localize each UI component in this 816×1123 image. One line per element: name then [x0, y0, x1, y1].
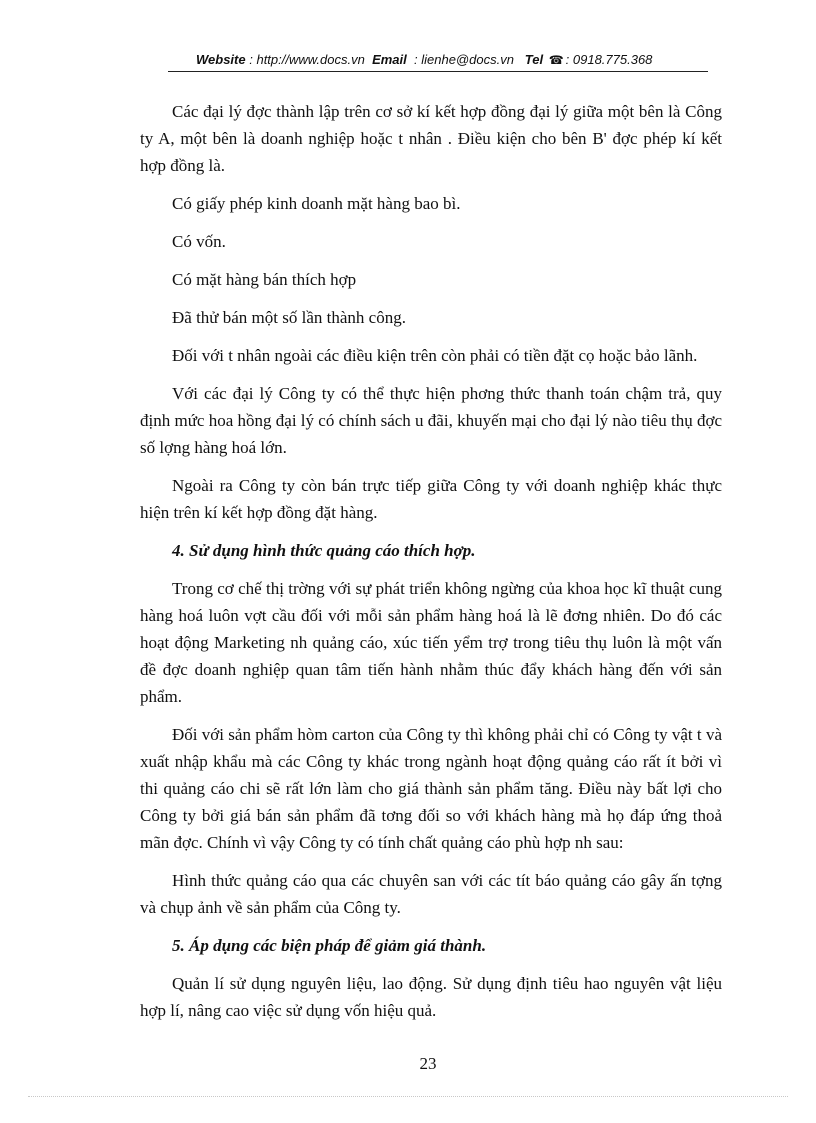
- paragraph-carton: Đối với sản phẩm hòm carton của Công ty thì không phải chỉ có Công ty vật t và xuất nhập khẩu mà các Công ty khác trong ngành hoạt động quảng cáo rất ít bởi vì thi quảng cáo chi sẽ rất lớn làm cho giá thành sản phẩm tăng. Điều này bất lợi cho Công ty bởi giá bán sản phẩm đã tơng đối so với khách hàng mà họ đáp ứng thoả mãn đợc. Chính vì vậy Công ty có tính chất quảng cáo phù hợp nh sau:: [140, 725, 722, 852]
- tel-label: Tel: [524, 52, 544, 67]
- paragraph-payment: Với các đại lý Công ty có thể thực hiện phơng thức thanh toán chậm trả, quy định mức hoa hồng đại lý có chính sách u đãi, khuyến mại cho đại lý nào tiêu thụ đợc số lợng hàng hoá lớn.: [140, 384, 722, 457]
- paragraph-market: Trong cơ chế thị trờng với sự phát triển không ngừng của khoa học kĩ thuật cung hàng hoá luôn vợt cầu đối với mỗi sản phẩm hàng hoá là lẽ đơng nhiên. Do đó các hoạt động Marketing nh quảng cáo, xúc tiến yểm trợ trong tiêu thụ luôn là một vấn đề đợc doanh nghiệp quan tâm tiến hành nhằm thúc đẩy khách hàng đến với sản phẩm.: [140, 579, 722, 706]
- paragraph-cost: Quản lí sử dụng nguyên liệu, lao động. Sử dụng định tiêu hao nguyên vật liệu hợp lí, nâng cao việc sử dụng vốn hiệu quả.: [140, 974, 722, 1020]
- paragraph-advertising-form: Hình thức quảng cáo qua các chuyên san với các tít báo quảng cáo gây ấn tợng và chụp ảnh về sản phẩm của Công ty.: [140, 871, 722, 917]
- section-heading-4: 4. Sử dụng hình thức quảng cáo thích hợp.: [172, 541, 476, 560]
- email-label: Email: [372, 52, 407, 67]
- condition-deposit: Đối với t nhân ngoài các điều kiện trên còn phải có tiền đặt cọ hoặc bảo lãnh.: [172, 346, 698, 365]
- footer-divider: [28, 1096, 788, 1097]
- condition-capital: Có vốn.: [172, 232, 226, 251]
- condition-goods: Có mặt hàng bán thích hợp: [172, 270, 357, 289]
- page-header: [168, 50, 708, 72]
- email-value[interactable]: : lienhe@docs.vn: [414, 52, 514, 67]
- tel-value: : 0918.775.368: [565, 52, 653, 67]
- paragraph-direct-sales: Ngoài ra Công ty còn bán trực tiếp giữa Công ty với doanh nghiệp khác thực hiện trên kí kết hợp đồng đặt hàng.: [140, 476, 722, 522]
- page-number: [0, 1053, 816, 1075]
- phone-icon: ☎: [548, 53, 564, 67]
- page-number-value: 23: [419, 1054, 437, 1073]
- condition-license: Có giấy phép kinh doanh mặt hàng bao bì.: [172, 194, 461, 213]
- section-heading-5: 5. Áp dụng các biện pháp để giảm giá thành.: [172, 936, 487, 955]
- website-value[interactable]: : http://www.docs.vn: [249, 52, 365, 67]
- paragraph-agents: Các đại lý đợc thành lập trên cơ sở kí kết hợp đồng đại lý giữa một bên là Công ty A, một bên là doanh nghiệp hoặc t nhân . Điều kiện cho bên B' đợc phép kí kết hợp đồng là.: [140, 102, 722, 175]
- document-body: [140, 98, 722, 1024]
- website-label: Website: [196, 52, 246, 67]
- condition-trial: Đã thử bán một số lần thành công.: [172, 308, 406, 327]
